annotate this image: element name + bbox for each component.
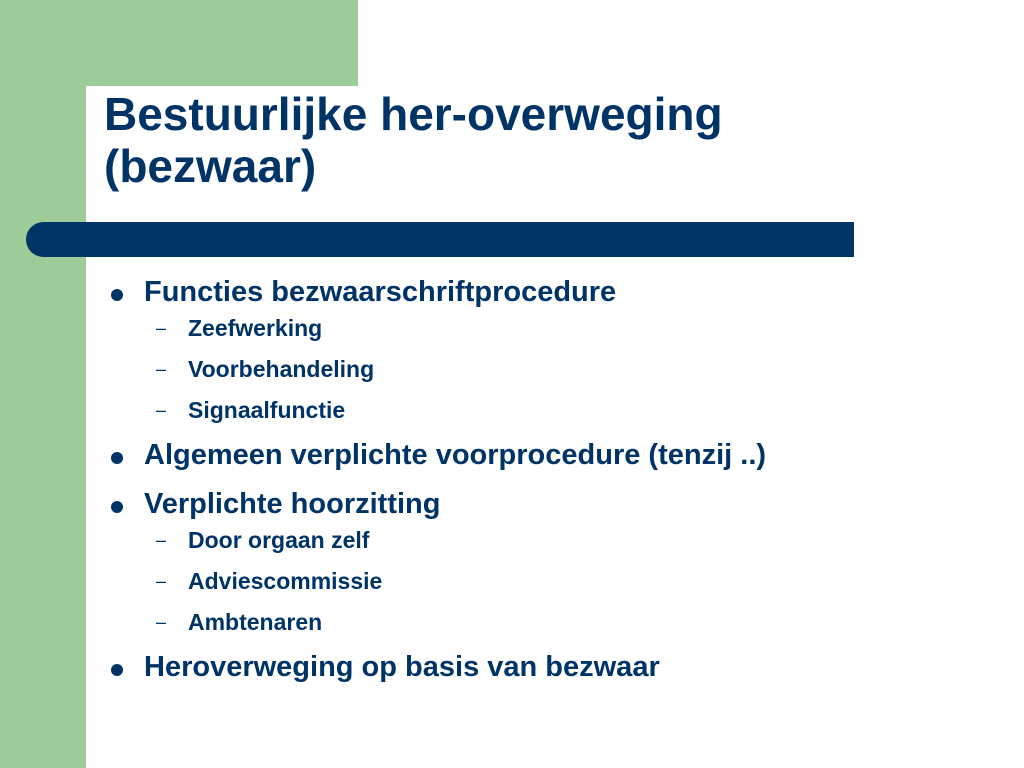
bullet-item <box>104 274 984 424</box>
sub-item <box>144 608 984 636</box>
sub-item-text: Voorbehandeling <box>188 356 375 382</box>
sub-item <box>144 355 984 383</box>
sub-item-text: Adviescommissie <box>188 568 383 594</box>
sub-item <box>144 314 984 342</box>
dash-icon: – <box>156 318 167 338</box>
title-line-2: (bezwaar) <box>104 140 317 192</box>
sub-item-text: Door orgaan zelf <box>188 527 370 553</box>
bullet-text: Heroverweging op basis van bezwaar <box>144 651 660 683</box>
dash-icon: – <box>156 530 167 550</box>
sub-item <box>144 396 984 424</box>
sub-item-text: Zeefwerking <box>188 315 323 341</box>
sub-list <box>144 526 984 636</box>
bullet-text: Algemeen verplichte voorprocedure (tenzij ..) <box>144 439 767 471</box>
bullet-dot-icon <box>111 501 123 513</box>
bullet-dot-icon <box>111 289 123 301</box>
bullet-dot-icon <box>111 452 123 464</box>
dash-icon: – <box>156 571 167 591</box>
title-underline-bar <box>26 222 854 257</box>
bullet-item <box>104 649 984 685</box>
dash-icon: – <box>156 400 167 420</box>
green-left-band <box>0 0 86 768</box>
green-top-band <box>0 0 358 86</box>
title-line-1: Bestuurlijke her-overweging <box>104 88 723 140</box>
bullet-text: Functies bezwaarschriftprocedure <box>144 276 617 308</box>
bullet-item <box>104 437 984 473</box>
bullet-item <box>104 486 984 636</box>
bullet-dot-icon <box>111 664 123 676</box>
slide-title <box>104 88 984 192</box>
bullet-list <box>104 274 984 698</box>
dash-icon: – <box>156 612 167 632</box>
bullet-text: Verplichte hoorzitting <box>144 488 441 520</box>
sub-item <box>144 567 984 595</box>
sub-item-text: Signaalfunctie <box>188 397 346 423</box>
dash-icon: – <box>156 359 167 379</box>
sub-item-text: Ambtenaren <box>188 609 323 635</box>
sub-item <box>144 526 984 554</box>
sub-list <box>144 314 984 424</box>
